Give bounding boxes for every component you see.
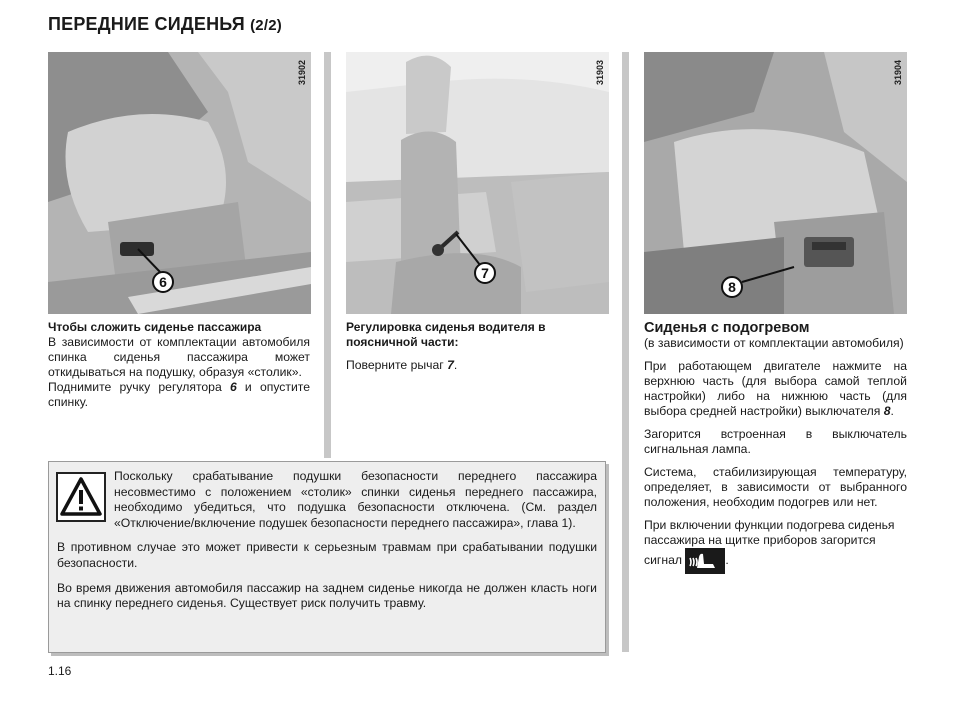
col3-p4-b: . (725, 553, 729, 568)
warning-p1 (57, 469, 597, 531)
col2-body (346, 358, 609, 373)
photo-3-illustration (644, 52, 907, 314)
photo-2-illustration (346, 52, 609, 314)
photo-code: 31904 (893, 60, 903, 86)
column-3-text (644, 320, 907, 582)
page-title (48, 14, 282, 35)
photo-heated-seat-switch (644, 52, 907, 314)
heated-seat-warning-icon (685, 548, 725, 574)
col2-heading: Регулировка сиденья водителя в поясничной части: (346, 320, 546, 349)
col3-p1-b: . (890, 404, 894, 418)
col1-text2-b: и опустите спинку. (48, 380, 310, 409)
ref-7: 7 (447, 358, 454, 372)
page-title-part: (2/2) (250, 17, 282, 34)
column-2-text (346, 320, 609, 373)
heated-seats-note: (в зависимости от комплектации автомобиля) (644, 336, 904, 350)
ref-6: 6 (229, 380, 237, 394)
col3-p4 (644, 518, 907, 574)
photo-passenger-seat-fold (48, 52, 311, 314)
page-title-text: ПЕРЕДНИЕ СИДЕНЬЯ (48, 14, 245, 34)
col3-p3: Система, стабилизирующая температуру, определяет, в зависимости от выбранного положения, необходим подогрев или нет. (644, 465, 907, 509)
col2-text-b: . (453, 358, 458, 372)
col1-body (48, 335, 310, 410)
col3-p2: Загорится встроенная в выключатель сигнальная лампа. (644, 427, 907, 456)
warning-box (48, 461, 606, 653)
page-number: 1.16 (48, 664, 72, 678)
col1-text2 (48, 380, 310, 410)
warning-p3: Во время движения автомобиля пассажир на заднем сиденье никогда не должен класть ноги на спинку переднего сиденья. Существует риск получить травму. (57, 580, 597, 611)
callout-6: 6 (159, 274, 167, 290)
col1-text2-a: Поднимите ручку регулятора (48, 380, 230, 394)
photo-code: 31902 (297, 60, 307, 86)
col3-p1 (644, 359, 907, 419)
warning-p1-text: Поскольку срабатывание подушки безопасности переднего пассажира несовместимо с положением «столик» спинки сиденья переднего пассажира, необходимо убедиться, что подушка безопасности отключена. (См. раздел «Отключение/включение подушек безопасности переднего пассажира», глава 1). (114, 469, 597, 530)
col2-text-a: Поверните рычаг (346, 358, 448, 372)
warning-text (57, 469, 597, 621)
column-1-text (48, 320, 310, 410)
col3-body (644, 359, 907, 574)
warning-p2: В противном случае это может привести к серьезным травмам при срабатывании подушки безопасности. (57, 540, 597, 570)
photo-code: 31903 (595, 60, 605, 86)
photo-1-illustration (48, 52, 311, 314)
column-divider-2 (622, 52, 629, 652)
heated-seats-heading: Сиденья с подогревом (644, 320, 810, 336)
col1-text1: В зависимости от комплектации автомобиля спинка сиденья пассажира может откидываться на подушку, образуя «столик». (48, 335, 310, 379)
callout-7: 7 (481, 265, 489, 281)
column-divider-1 (324, 52, 331, 458)
callout-8: 8 (728, 279, 736, 295)
col3-p1-a: При работающем двигателе нажмите на верхнюю часть (для выбора самой теплой настройки) либо на нижнюю часть (для выбора средней настройки) выключателя (644, 359, 907, 418)
col1-heading: Чтобы сложить сиденье пассажира (48, 320, 262, 334)
ref-8: 8 (883, 404, 891, 418)
photo-driver-seat-lumbar (346, 52, 609, 314)
col3-p4-a: При включении функции подогрева сиденья пассажира на щитке приборов загорится сигнал (644, 518, 895, 568)
